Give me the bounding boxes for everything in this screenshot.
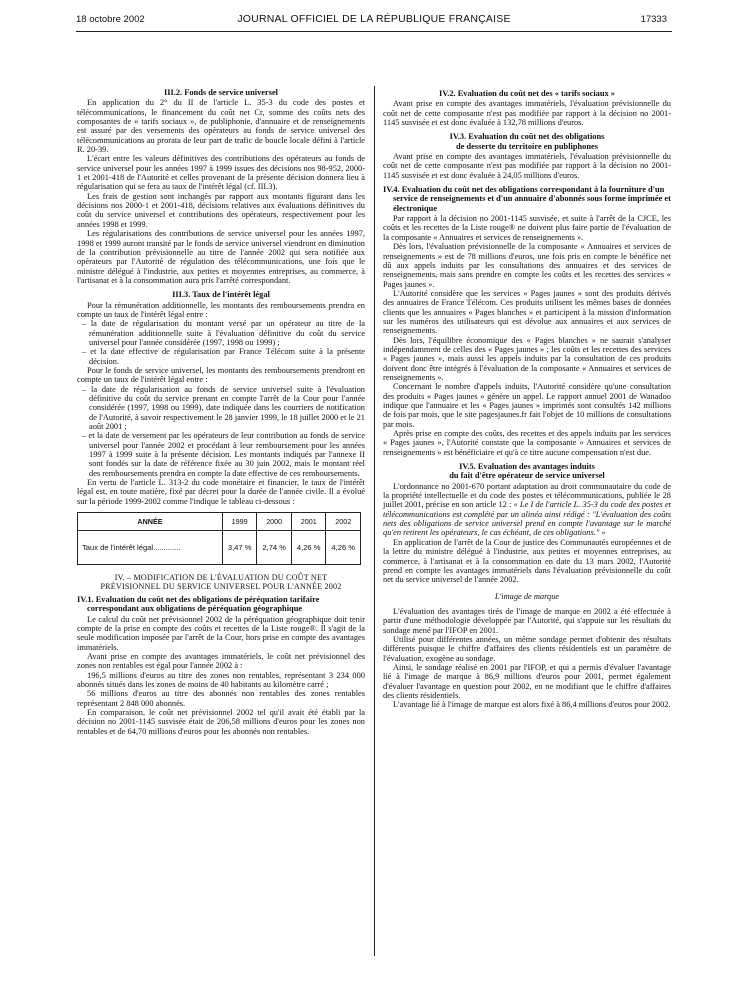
section-title-iv — [77, 573, 365, 592]
paragraph: Les régularisations des contributions de service universel pour les années 1997, 1998 et 1999 auront transité par le fonds de service universel viendront en diminution de la contribution prévisionnelle au titre de l'année 2002 qui sera notifiée aux opérateurs par l'Autorité de régulation des télécommunications, une fois que le ministre délégué à l'industrie, aux petites et moyennes entreprises, au commerce, à l'artisanat et à la consommation aura pris l'arrêté correspondant. — [77, 229, 365, 285]
subsection-title-image-de-marque: L'image de marque — [494, 591, 560, 601]
paragraph: Utilisé pour différentes années, un même sondage permet d'obtenir des résultats différents puisque le chiffre d'affaires des clients résidentiels est un paramètre de l'évaluation, exogène au sondage. — [383, 634, 671, 663]
section-title-line: IV. – MODIFICATION DE L'ÉVALUATION DU COÛT NET — [114, 573, 328, 583]
section-title-iv3 — [383, 132, 671, 151]
page-number: 17333 — [640, 14, 667, 25]
header-rule — [76, 31, 672, 32]
section-title-taux: III.3. Taux de l'intérêt légal — [172, 290, 270, 300]
paragraph: Les frais de gestion sont inchangés par rapport aux montants figurant dans les décisions nos 2000-1 et 2001-418, décisions relatives aux évaluations définitives du coût du service universel et contributions des opérateurs, respectivement pour les années 1998 et 1999. — [77, 191, 365, 229]
column-divider — [374, 86, 375, 956]
quoted-article-text: « Le I de l'article L. 35-3 du code des postes et télécommunications est complété par un alinéa ainsi rédigé : "L'évaluation des coûts nets des obligations de service universel prend en compte l'avantage sur le marché qu'en retirent les opérateurs, le cas échéant, de ces obligations." » — [383, 500, 672, 538]
table-cell: 3,47 % — [222, 531, 257, 565]
dash-item: – la date de régularisation au fonds de service universel suite à l'évaluation définitive du coût du service prenant en compte l'arrêt de la Cour pour l'année considérée (1997, 1998 ou 1999), date indiquée dans les courriers de notification de l'Autorité, à savoir respectivement le 28 janvier 1999, le 18 juillet 2000 et le 21 août 2001 ; — [82, 384, 365, 432]
paragraph: Avant prise en compte des avantages immatériels, l'évaluation prévisionnelle du coût net de cette composante n'est pas modifiée par rapport à la décision no 2001-1145 susvisée et est donc évaluée à 24,05 millions d'euros. — [383, 152, 671, 180]
section-title-line: de desserte du territoire en publiphones — [456, 141, 598, 151]
dash-item: – et la date de versement par les opérateurs de leur contribution au fonds de service universel pour l'année 2002 et procédant à leur remboursement pour les années 1997 à 1999 suite à la présente décision. Les montants indiqués par l'annexe II sont fondés sur la date de référence fixée au 30 juin 2002, mais le montant réel des remboursements prendra en compte la date effective de ces remboursements. — [82, 431, 365, 478]
paragraph-text: L'ordonnance no 2001-670 portant adaptation au droit communautaire du code de la propriété intellectuelle et du code des postes et télécommunications, publiée le 28 juillet 2001, précise en son article 12 : — [383, 481, 671, 510]
table-header-annee: ANNÉE — [78, 513, 223, 531]
table-header-year: 2002 — [326, 513, 361, 531]
table-row — [78, 531, 361, 565]
paragraph: Par rapport à la décision no 2001-1145 susvisée, et suite à l'arrêt de la CJCE, les coûts et les recettes de la Liste rouge® ne doivent plus faire partie de l'évaluation de la composante « Annuaires et services de renseignements ». — [383, 214, 671, 242]
paragraph: Ainsi, le sondage réalisé en 2001 par l'IFOP, et qui a permis d'évaluer l'avantage lié à l'image de marque à 86,9 millions d'euros pour 2001, permet également d'évaluer l'avantage en question pour 2002, en ne modifiant que le chiffre d'affaires des clients résidentiels. — [383, 662, 671, 700]
paragraph: En comparaison, le coût net prévisionnel 2002 tel qu'il avait été établi par la décision no 2001-1145 susvisée était de 206,58 millions d'euros pour les zones non rentables et de 64,70 millions d'euros pour les abonnés non rentables. — [77, 707, 365, 736]
paragraph: Dès lors, l'évaluation prévisionnelle de la composante « Annuaires et services de renseignements » est de 78 millions d'euros, une fois pris en compte le bénéfice net dû aux appels induits par les consultations des annuaires et des services de renseignements, mais sans prendre en compte les coûts et les recettes des services « Pages jaunes ». — [383, 242, 671, 289]
dash-item: – la date de régularisation du montant versé par un opérateur au titre de la rémunération additionnelle suite à l'évaluation définitive du coût du service universel pour l'année considérée (1997, 1998 ou 1999) ; — [82, 319, 365, 347]
right-column — [383, 89, 671, 710]
paragraph — [383, 482, 671, 538]
header-date: 18 octobre 2002 — [76, 14, 145, 25]
table-header-year: 1999 — [222, 513, 257, 531]
table-row-label: Taux de l'intérêt légal............. — [78, 531, 223, 565]
paragraph: Pour la rémunération additionnelle, les montants des remboursements prendra en compte un taux de l'intérêt légal entre : — [77, 300, 365, 319]
paragraph: En vertu de l'article L. 313-2 du code monétaire et financier, le taux de l'intérêt légal est, en toute matière, fixé par décret pour la durée de l'année civile. Il a évolué sur la période 1999-2002 comme l'indique le tableau ci-dessous : — [77, 478, 365, 506]
paragraph: L'Autorité considère que les services « Pages jaunes » sont des produits dérivés des annuaires de France Télécom. Ces produits utilisent les mêmes bases de données clients que les annuaires « Pages blanches » et participent à la mission d'information sur les numéros des utilisateurs qui est dévolue aux annuaires et aux services de renseignements. — [383, 288, 671, 336]
section-title-line: PRÉVISIONNEL DU SERVICE UNIVERSEL POUR L'ANNÉE 2002 — [100, 582, 342, 592]
paragraph: Après prise en compte des coûts, des recettes et des appels induits par les services « Pages jaunes », l'Autorité constate que la composante « Annuaires et services de renseignements » est bénéficiaire et qu'à ce titre aucune compensation n'est due. — [383, 429, 671, 457]
table-cell: 4,26 % — [326, 531, 361, 565]
paragraph: Pour le fonds de service universel, les montants des remboursements prendront en compte un taux de l'intérêt légal entre : — [77, 365, 365, 385]
section-title-line: IV.3. Evaluation du coût net des obligations — [449, 132, 605, 142]
section-title-iv2: IV.2. Evaluation du coût net des « tarifs sociaux » — [439, 89, 615, 98]
section-title-fonds: III.2. Fonds de service universel — [164, 88, 278, 97]
table-cell: 4,26 % — [291, 531, 326, 565]
paragraph: Avant prise en compte des avantages immatériels, l'évaluation prévisionnelle du coût net de cette composante n'est pas modifiée par rapport à la décision no 2001-1145 susvisée et est donc évaluée à 132,78 millions d'euros. — [383, 99, 671, 128]
paragraph: 56 millions d'euros au titre des abonnés non rentables des zones rentables représentant 2 848 000 abonnés. — [77, 689, 365, 708]
paragraph: L'avantage lié à l'image de marque est alors fixé à 86,4 millions d'euros pour 2002. — [393, 700, 671, 710]
paragraph: En application du 2° du II de l'article L. 35-3 du code des postes et télécommunications, le financement du coût net Cr, somme des coûts nets des composantes de « tarifs sociaux », de publiphonie, d'annuaire et de renseignements est assuré par des versements des opérateurs au fonds de service universel des télécommunications au prorata de leur part de trafic de boucle locale défini à l'article R. 20-39. — [77, 98, 365, 155]
section-title-iv1: IV.1. Evaluation du coût net des obligations de péréquation tarifaire correspondant aux obligations de péréquation géographique — [77, 594, 320, 614]
table-header-year: 2000 — [257, 513, 292, 531]
paragraph: Dès lors, l'équilibre économique des « Pages blanches » ne saurait s'analyser indépendamment de celles des « Pages jaunes » ; les coûts et les recettes des services « Pages jaunes », mais aussi les appels induits par la consultation de ces produits doivent donc être intégrés à l'évaluation de la composante « Annuaires et services de renseignements ». — [383, 335, 671, 382]
paragraph: 196,5 millions d'euros au titre des zones non rentables, représentant 3 234 000 abonnés situés dans les zones de moins de 40 habitants au kilomètre carré ; — [77, 670, 365, 689]
section-title-line: IV.5. Evaluation des avantages induits — [459, 462, 595, 472]
left-column — [77, 88, 365, 736]
section-title-iv5 — [383, 462, 671, 481]
paragraph: Concernant le nombre d'appels induits, l'Autorité considère qu'une consultation des produits « Pages jaunes » génère un appel. Le rapport annuel 2001 de Wanadoo indique que l'annuaire et les « Pages jaunes » imprimés sont consultés 142 millions de fois par mois, que le site pagesjaunes.fr fait l'objet de 10 millions de consultations par mois. — [383, 382, 671, 429]
interest-rate-table — [77, 512, 361, 565]
journal-title: JOURNAL OFFICIEL DE LA RÉPUBLIQUE FRANÇAISE — [237, 13, 511, 25]
paragraph: L'écart entre les valeurs définitives des contributions des opérateurs au fonds de service universel pour les années 1997 à 1999 issues des décisions nos 98-952, 2000-1 et 2001-418 de l'Autorité et celles provenant de la présente décision donnera lieu à régularisation qui se fera au taux de l'intérêt légal (cf. III.3). — [77, 154, 365, 192]
dash-item: – et la date effective de régularisation par France Télécom suite à la présente décision. — [82, 347, 365, 366]
table-header-year: 2001 — [291, 513, 326, 531]
paragraph: Avant prise en compte des avantages immatériels, le coût net prévisionnel des zones non rentables est égal pour l'année 2002 à : — [77, 651, 365, 671]
paragraph: En application de l'arrêt de la Cour de justice des Communautés européennes et de la lettre du ministre délégué à l'industrie, aux petites et moyennes entreprises, au commerce, à l'artisanat et à la consommation en date du 13 mars 2002, l'Autorité prend en compte les avantages immatériels dans l'évaluation prévisionnelle du coût net du service universel de l'année 2002. — [383, 537, 671, 585]
section-title-iv4: IV.4. Evaluation du coût net des obligations correspondant à la fourniture d'un service de renseignements et d'un annuaire d'abonnés sous forme imprimée et électronique — [383, 185, 671, 213]
page-header — [0, 0, 748, 30]
paragraph: L'évaluation des avantages tirés de l'image de marque en 2002 a été effectuée à partir d'une méthodologie développée par l'Autorité, qui s'appuie sur les résultats du sondage mené par l'IFOP en 2001. — [383, 606, 671, 635]
section-title-line: du fait d'être opérateur de service universel — [449, 471, 605, 481]
paragraph: Le calcul du coût net prévisionnel 2002 de la péréquation géographique doit tenir compte de la prise en compte des coûts et recettes de la Liste rouge®. Il s'agit de la seule modification imposée par l'arrêt de la Cour, hors prise en compte des avantages immatériels. — [77, 614, 365, 652]
table-cell: 2,74 % — [257, 531, 292, 565]
